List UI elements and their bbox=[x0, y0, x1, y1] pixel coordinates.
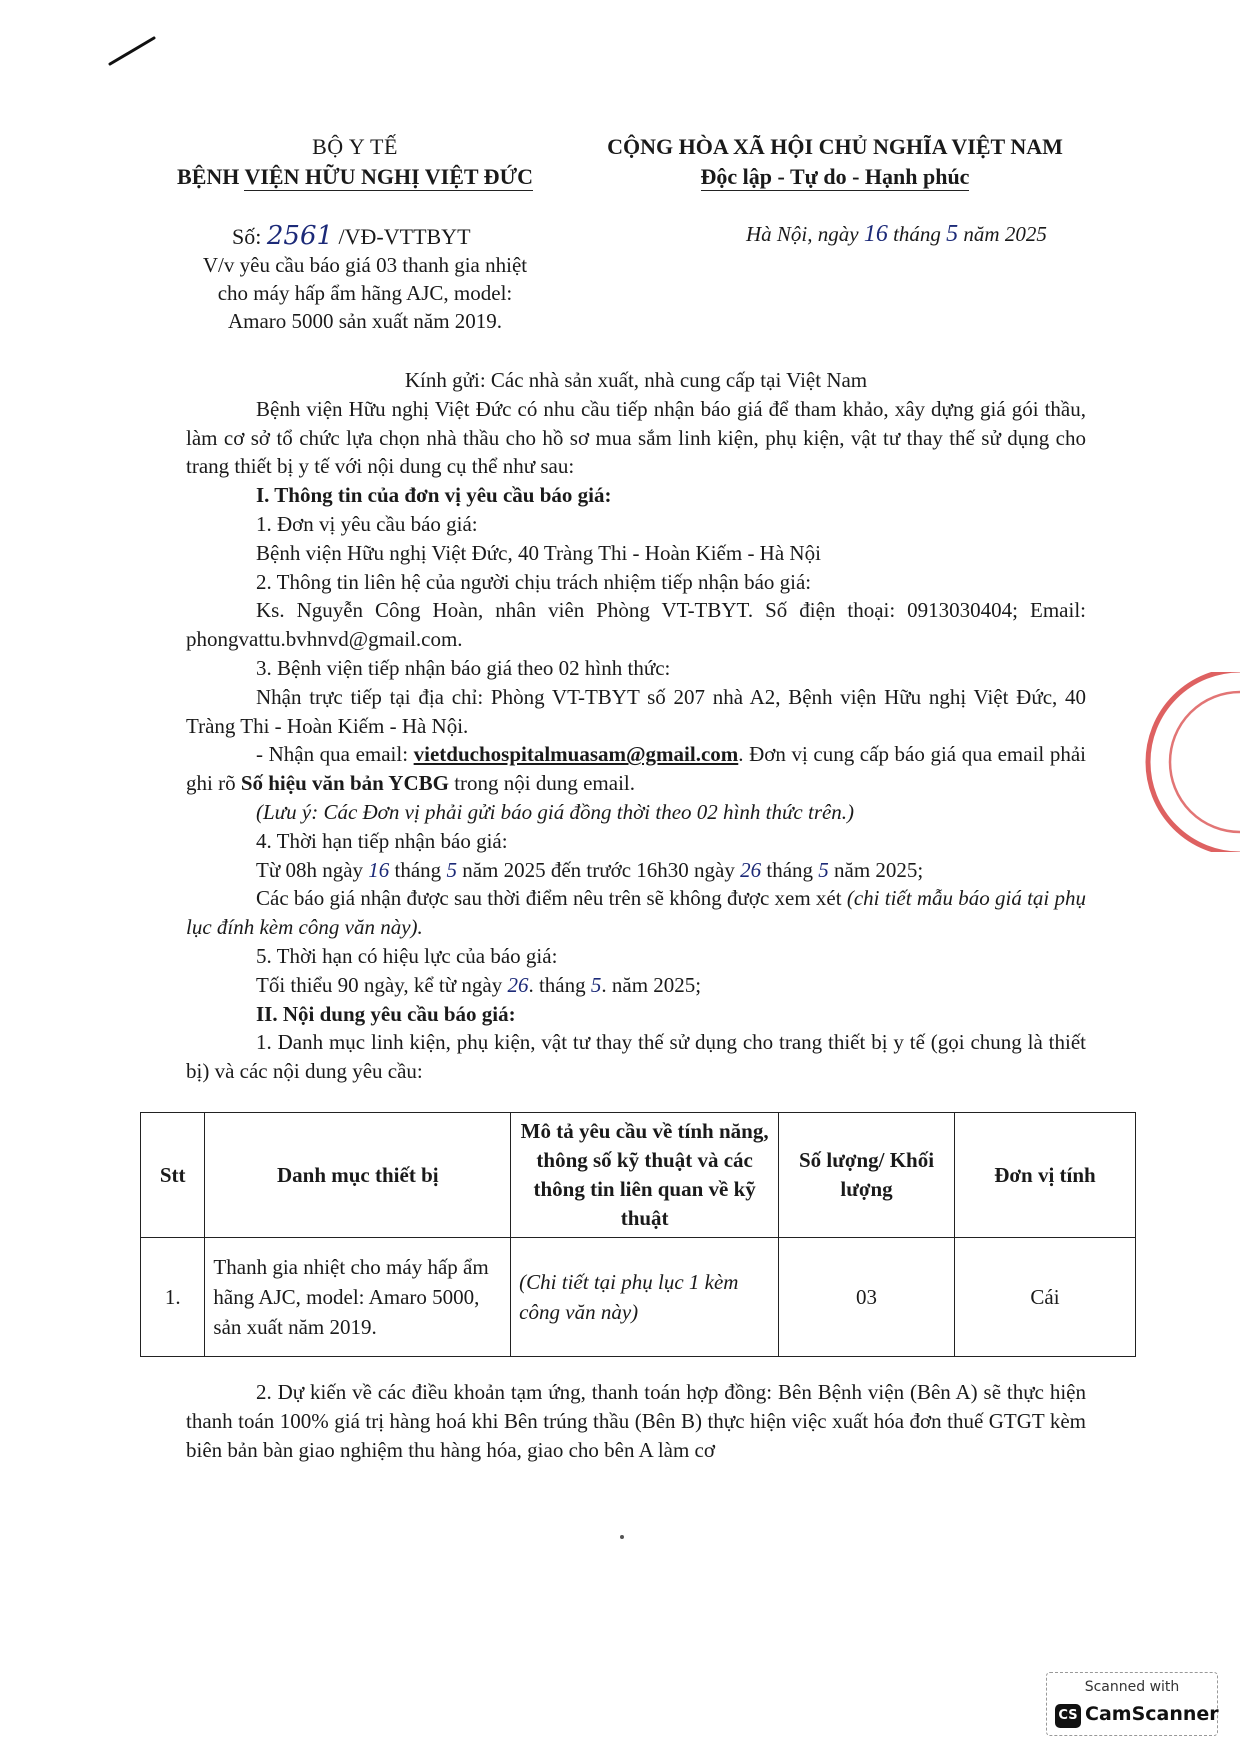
handwritten-month: 5 bbox=[946, 221, 959, 247]
section-2-heading: II. Nội dung yêu cầu báo giá: bbox=[256, 1001, 516, 1026]
document-subject: V/v yêu cầu báo giá 03 thanh gia nhiệt cho máy hấp ẩm hãng AJC, model: Amaro 5000 sản xuất năm 2019. bbox=[202, 253, 528, 333]
camscanner-watermark bbox=[1046, 1672, 1218, 1736]
cell-quantity: 03 bbox=[779, 1238, 955, 1357]
cell-description: (Chi tiết tại phụ lục 1 kèm công văn này) bbox=[511, 1238, 779, 1357]
camscanner-logo-icon: CS bbox=[1055, 1704, 1081, 1728]
item-1-4-period: Từ 08h ngày 16 tháng 5 năm 2025 đến trước 16h30 ngày 26 tháng 5 năm 2025; bbox=[256, 857, 924, 882]
section-1-heading: I. Thông tin của đơn vị yêu cầu báo giá: bbox=[256, 483, 612, 508]
document-body bbox=[186, 366, 1086, 1086]
header-unit: Đơn vị tính bbox=[954, 1113, 1135, 1238]
scanned-with-label: Scanned with bbox=[1084, 1679, 1180, 1695]
pen-mark bbox=[108, 34, 158, 68]
item-1-3: 3. Bệnh viện tiếp nhận báo giá theo 02 hình thức: bbox=[256, 655, 671, 680]
item-2-2: 2. Dự kiến về các điều khoản tạm ứng, thanh toán hợp đồng: Bên Bệnh viện (Bên A) sẽ thực hiện thanh toán 100% giá trị hàng hoá khi Bên trúng thầu (Bên B) thực hiện việc xuất hóa đơn thuế GTGT kèm biên bản bàn giao nghiệm thu hàng hóa, giao cho bên A làm cơ bbox=[186, 1380, 1086, 1462]
item-1-2: 2. Thông tin liên hệ của người chịu trách nhiệm tiếp nhận báo giá: bbox=[256, 569, 812, 594]
item-1-3-email: - Nhận qua email: vietduchospitalmuasam@gmail.com. Đơn vị cung cấp báo giá qua email phải ghi rõ Số hiệu văn bản YCBG trong nội dung email. bbox=[186, 742, 1086, 796]
item-1-3-direct: Nhận trực tiếp tại địa chỉ: Phòng VT-TBYT số 207 nhà A2, Bệnh viện Hữu nghị Việt Đức, 40 Tràng Thi - Hoàn Kiếm - Hà Nội. bbox=[186, 684, 1086, 738]
table-row bbox=[141, 1238, 1136, 1357]
document-date: Hà Nội, ngày 16 tháng 5 năm 2025 bbox=[746, 221, 1047, 247]
cell-unit: Cái bbox=[954, 1238, 1135, 1357]
header-item: Danh mục thiết bị bbox=[205, 1113, 511, 1238]
item-2-1: 1. Danh mục linh kiện, phụ kiện, vật tư thay thế sử dụng cho trang thiết bị y tế (gọi chung là thiết bị) và các nội dung yêu cầu: bbox=[186, 1030, 1086, 1084]
document-number: Số: 2561 /VĐ-VTTBYT bbox=[232, 221, 471, 251]
item-1-5: 5. Thời hạn có hiệu lực của báo giá: bbox=[256, 943, 558, 968]
handwritten-day: 16 bbox=[863, 221, 888, 247]
payment-terms bbox=[186, 1378, 1086, 1464]
item-1-5-value: Tối thiểu 90 ngày, kể từ ngày 26. tháng 5. năm 2025; bbox=[256, 972, 702, 997]
email-link[interactable]: vietduchospitalmuasam@gmail.com bbox=[413, 742, 739, 767]
national-heading bbox=[580, 132, 1090, 192]
camscanner-label: CamScanner bbox=[1085, 1703, 1219, 1725]
cell-item: Thanh gia nhiệt cho máy hấp ẩm hãng AJC, model: Amaro 5000, sản xuất năm 2019. bbox=[205, 1238, 511, 1357]
item-1-4-note: Các báo giá nhận được sau thời điểm nêu trên sẽ không được xem xét (chi tiết mẫu báo giá tại phụ lục đính kèm công văn này). bbox=[186, 886, 1086, 940]
motto: Độc lập - Tự do - Hạnh phúc bbox=[700, 164, 970, 189]
table-header-row bbox=[141, 1113, 1136, 1238]
item-1-1-value: Bệnh viện Hữu nghị Việt Đức, 40 Tràng Thi - Hoàn Kiếm - Hà Nội bbox=[256, 540, 821, 565]
item-1-4: 4. Thời hạn tiếp nhận báo giá: bbox=[256, 828, 508, 853]
recipient-line: Kính gửi: Các nhà sản xuất, nhà cung cấp tại Việt Nam bbox=[404, 368, 868, 392]
republic-title: CỘNG HÒA XÃ HỘI CHỦ NGHĨA VIỆT NAM bbox=[607, 134, 1063, 159]
issuer-block bbox=[130, 132, 580, 192]
note-line: (Lưu ý: Các Đơn vị phải gửi báo giá đồng thời theo 02 hình thức trên.) bbox=[256, 799, 855, 824]
intro-paragraph: Bệnh viện Hữu nghị Việt Đức có nhu cầu tiếp nhận báo giá để tham khảo, xây dựng giá gói thầu, làm cơ sở tổ chức lựa chọn nhà thầu cho hồ sơ mua sắm linh kiện, phụ kiện, vật tư thay thế sử dụng cho trang thiết bị y tế với nội dung cụ thể như sau: bbox=[186, 396, 1086, 479]
header-quantity: Số lượng/ Khối lượng bbox=[779, 1113, 955, 1238]
stamp-seal bbox=[1130, 672, 1240, 852]
item-1-1: 1. Đơn vị yêu cầu báo giá: bbox=[256, 511, 478, 536]
handwritten-number: 2561 bbox=[266, 221, 334, 251]
requirements-table bbox=[140, 1112, 1136, 1357]
item-1-2-value: Ks. Nguyễn Công Hoàn, nhân viên Phòng VT-TBYT. Số điện thoại: 0913030404; Email: phongvattu.bvhnvd@gmail.com. bbox=[186, 598, 1086, 652]
header-stt: Stt bbox=[141, 1113, 205, 1238]
header-description: Mô tả yêu cầu về tính năng, thông số kỹ thuật và các thông tin liên quan về kỹ thuật bbox=[511, 1113, 779, 1238]
hospital-name: BỆNH VIỆN HỮU NGHỊ VIỆT ĐỨC bbox=[177, 164, 533, 189]
speck bbox=[620, 1535, 624, 1539]
agency-name: BỘ Y TẾ bbox=[312, 134, 398, 159]
cell-stt: 1. bbox=[141, 1238, 205, 1357]
